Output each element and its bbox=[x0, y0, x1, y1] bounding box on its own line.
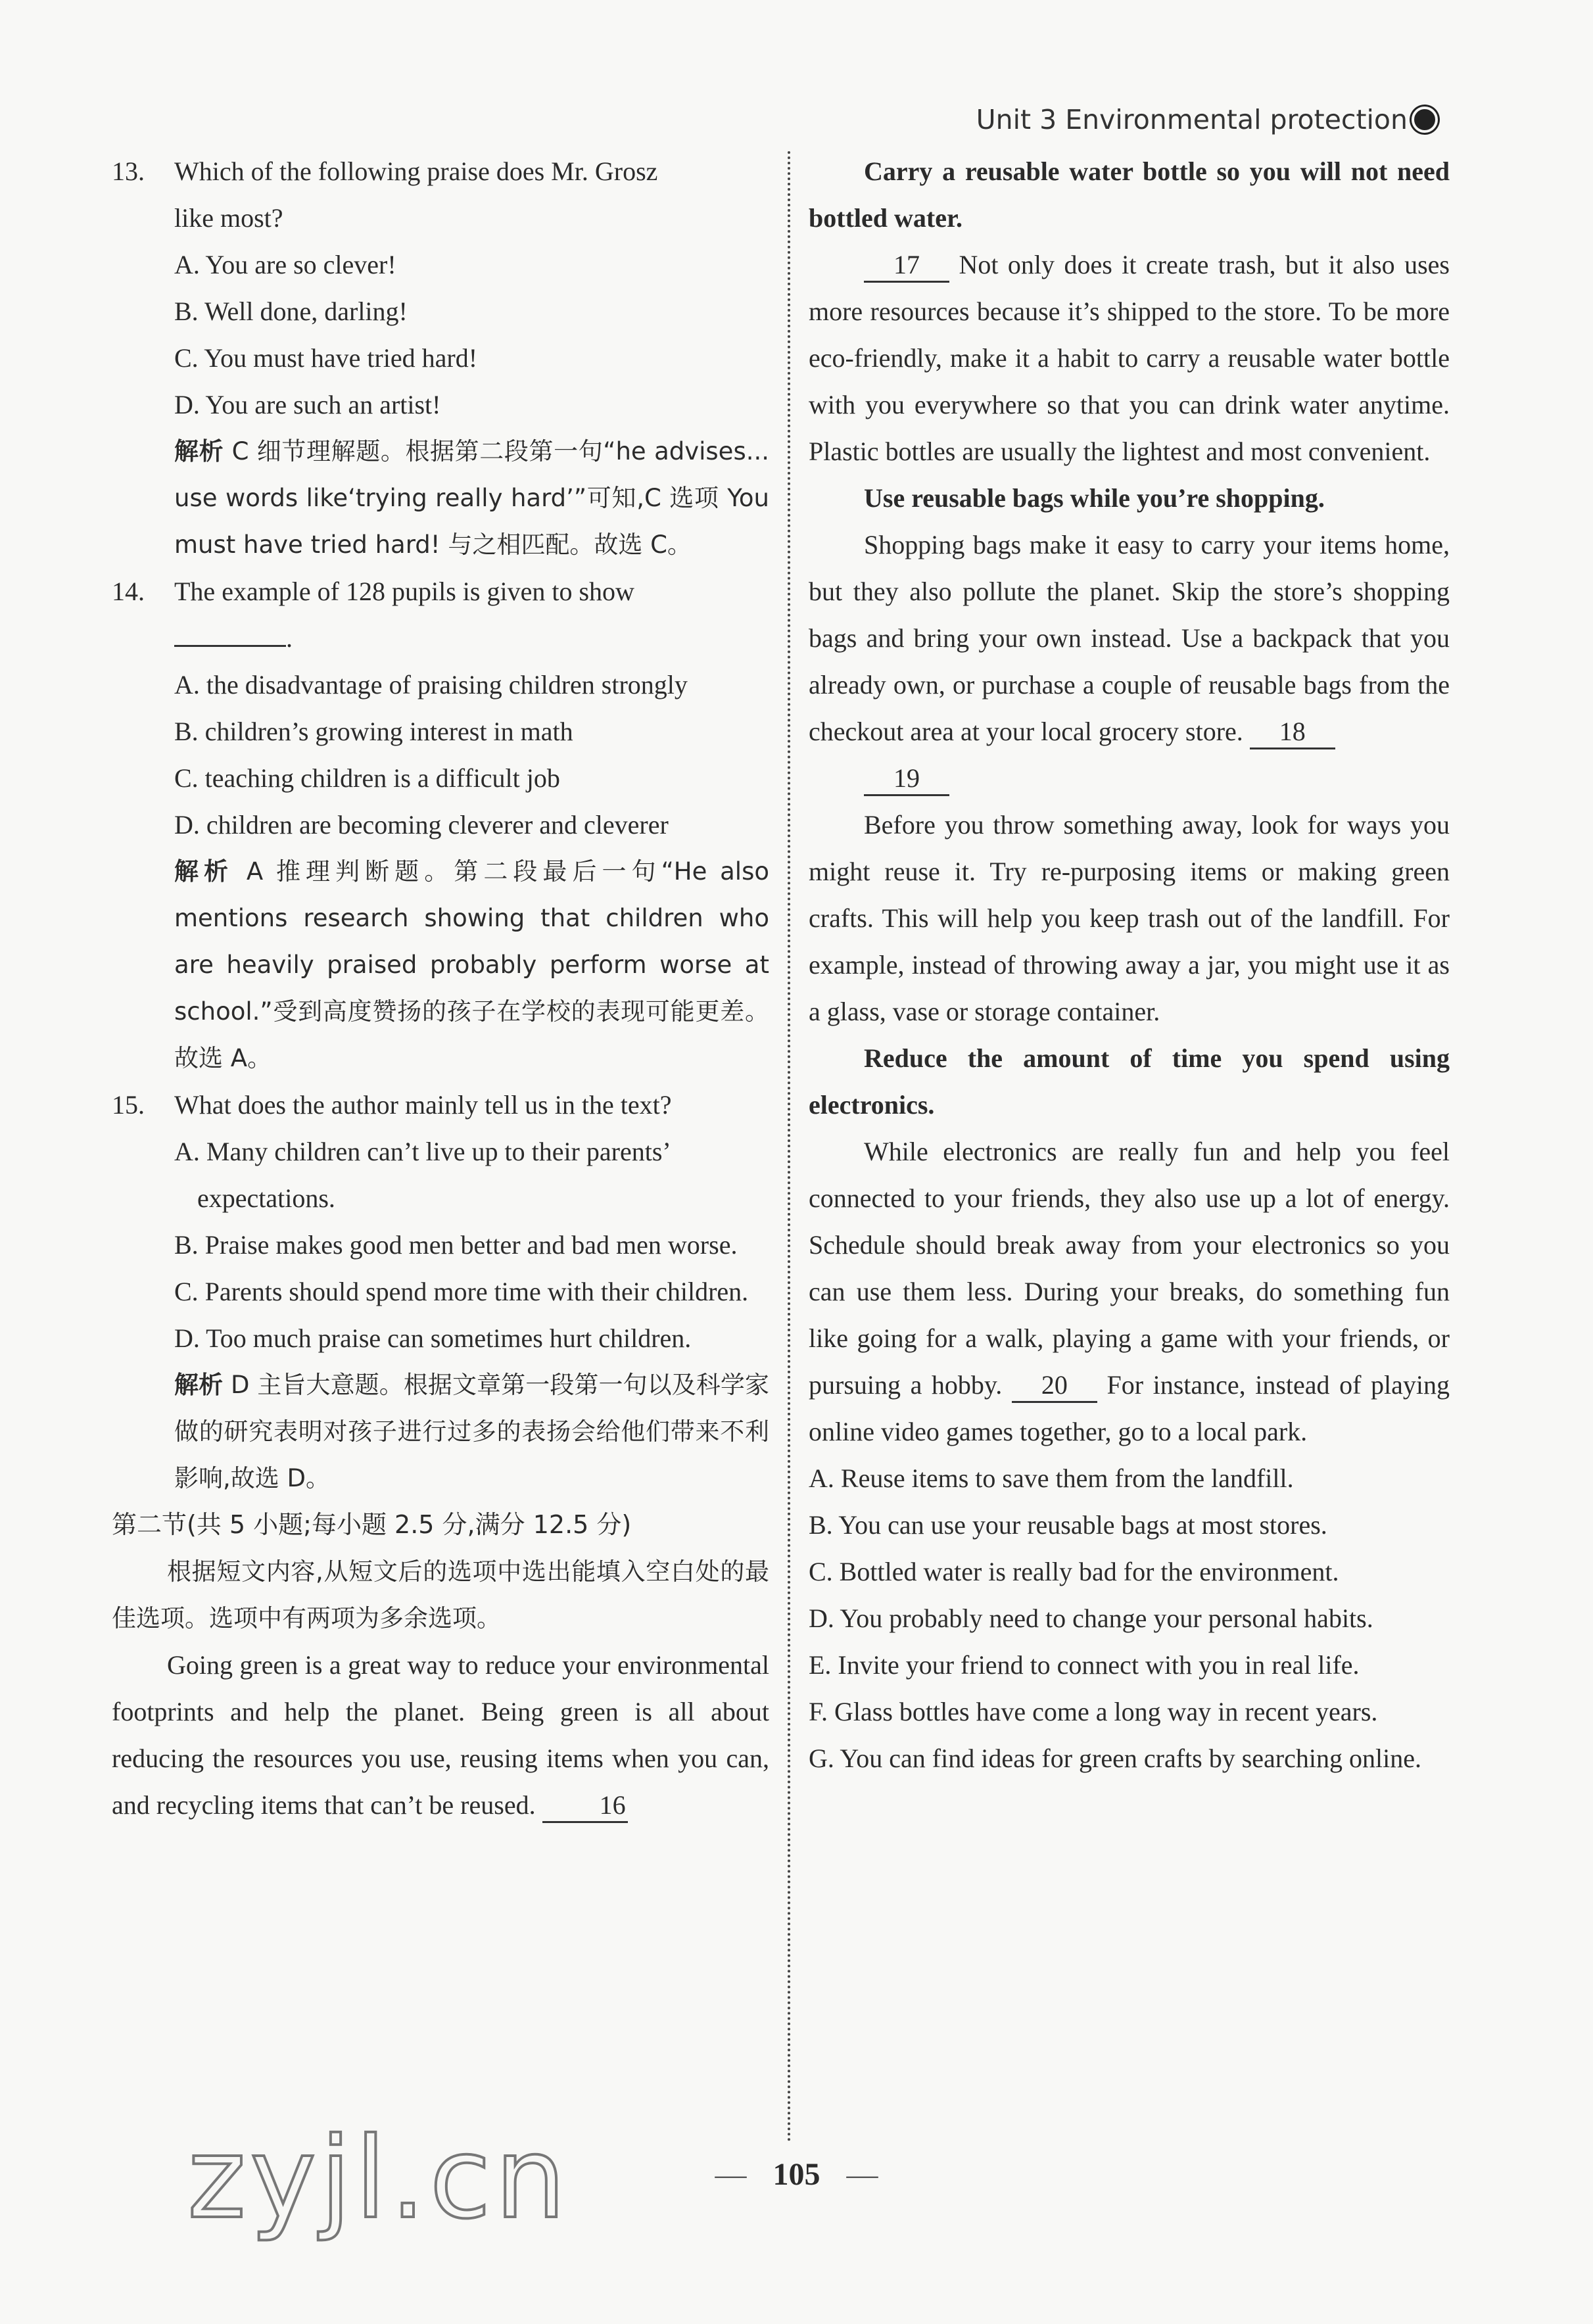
choice-f: F. Glass bottles have come a long way in recent years. bbox=[809, 1697, 1378, 1726]
question-number: 14. bbox=[112, 577, 145, 606]
paragraph-text: Shopping bags make it easy to carry your items home, but they also pollute the planet. Skip the store’s shopping bags and bring your own instead. Use a backpack that you already own, or purchase a couple of reusable bags from the checkout area at your local grocery store. bbox=[809, 530, 1450, 746]
choice-a: A. Reuse items to save them from the landfill. bbox=[809, 1463, 1294, 1493]
paragraph-1 bbox=[809, 241, 1450, 475]
passage-text: Going green is a great way to reduce your environmental footprints and help the planet. Being green is all about reducing the resources you use, reusing items when you can, and recycling items that can’t be reused. bbox=[112, 1650, 769, 1820]
question-number: 13. bbox=[112, 156, 145, 186]
question-number: 15. bbox=[112, 1090, 145, 1120]
choice-g: G. You can find ideas for green crafts by searching online. bbox=[809, 1743, 1421, 1773]
option-b: B. Praise makes good men better and bad men worse. bbox=[174, 1230, 738, 1260]
footer-dash-left: — bbox=[715, 2157, 747, 2192]
option-c: C. Parents should spend more time with their children. bbox=[174, 1277, 749, 1306]
option-a: A. the disadvantage of praising children strongly bbox=[174, 670, 688, 700]
tip-heading-2: Use reusable bags while you’re shopping. bbox=[864, 483, 1325, 513]
question-stem: Which of the following praise does Mr. Grosz bbox=[174, 156, 658, 186]
paragraph-3: Before you throw something away, look for ways you might reuse it. Try re-purposing items or making green crafts. This will help you keep trash out of the landfill. For example, instead of throwing away a jar, you might use it as a glass, vase or storage container. bbox=[809, 810, 1450, 1026]
option-d: D. You are such an artist! bbox=[174, 390, 441, 419]
option-c: C. teaching children is a difficult job bbox=[174, 763, 560, 793]
blank-20: 20 bbox=[1012, 1369, 1097, 1403]
paragraph-text: While electronics are really fun and help you feel connected to your friends, they also use up a lot of energy. Schedule should break away from your electronics so you can use them less. During your breaks, do something fun like going for a walk, playing a game with your friends, or pursuing a hobby. bbox=[809, 1137, 1450, 1400]
question-13 bbox=[112, 148, 769, 195]
choice-e: E. Invite your friend to connect with you in real life. bbox=[809, 1650, 1360, 1680]
analysis-label: 解析 bbox=[174, 437, 224, 465]
analysis-14 bbox=[112, 848, 769, 1081]
question-stem: The example of 128 pupils is given to show bbox=[174, 577, 634, 606]
option-c: C. You must have tried hard! bbox=[174, 343, 478, 373]
left-column bbox=[112, 148, 769, 1828]
passage-intro bbox=[112, 1642, 769, 1828]
analysis-13 bbox=[112, 428, 769, 568]
blank-19-line bbox=[809, 755, 1450, 801]
analysis-text: D 主旨大意题。根据文章第一段第一句以及科学家做的研究表明对孩子进行过多的表扬会给他们带来不利影响,故选 D。 bbox=[174, 1371, 770, 1492]
footer-dash-right: — bbox=[846, 2157, 878, 2192]
option-d: D. Too much praise can sometimes hurt children. bbox=[174, 1323, 692, 1353]
unit-title: Unit 3 Environmental protection bbox=[976, 104, 1408, 135]
analysis-15 bbox=[112, 1362, 769, 1502]
blank-17: 17 bbox=[864, 249, 949, 283]
paragraph-2 bbox=[809, 521, 1450, 755]
page-footer bbox=[0, 2156, 1593, 2193]
blank-19: 19 bbox=[864, 763, 949, 796]
choice-b: B. You can use your reusable bags at most stores. bbox=[809, 1510, 1327, 1540]
blank-16: 16 bbox=[542, 1790, 628, 1823]
option-b: B. Well done, darling! bbox=[174, 296, 408, 326]
question-14 bbox=[112, 568, 769, 615]
choice-c: C. Bottled water is really bad for the environment. bbox=[809, 1557, 1339, 1586]
question-stem-cont: like most? bbox=[174, 203, 283, 233]
analysis-label: 解析 bbox=[174, 1371, 224, 1399]
option-b: B. children’s growing interest in math bbox=[174, 717, 573, 746]
right-column bbox=[809, 148, 1450, 1782]
blank-line bbox=[174, 645, 286, 647]
bullet-icon bbox=[1412, 107, 1438, 133]
question-15 bbox=[112, 1081, 769, 1128]
watermark-logo: zyjl.cn bbox=[187, 2114, 570, 2244]
paragraph-text-cont: For instance, instead of playing online video games together, go to a local park. bbox=[809, 1370, 1450, 1446]
blank-18: 18 bbox=[1250, 716, 1335, 749]
option-a: A. Many children can’t live up to their parents’ expectations. bbox=[174, 1137, 669, 1213]
answer-blank: . bbox=[112, 615, 769, 661]
question-stem: What does the author mainly tell us in the text? bbox=[174, 1090, 672, 1120]
option-a: A. You are so clever! bbox=[174, 250, 396, 279]
page-number: 105 bbox=[773, 2157, 820, 2192]
page-header bbox=[976, 104, 1438, 135]
section-instruction: 根据短文内容,从短文后的选项中选出能填入空白处的最佳选项。选项中有两项为多余选项。 bbox=[112, 1557, 769, 1632]
analysis-text: C 细节理解题。根据第二段第一句“he advises... use words like‘trying really hard’”可知,C 选项 You must have tried hard! 与之相匹配。故选 C。 bbox=[174, 437, 770, 559]
paragraph-text: Not only does it create trash, but it also uses more resources because it’s shipped to the store. To be more eco-friendly, make it a habit to carry a reusable water bottle with you everywhere so that you can drink water anytime. Plastic bottles are usually the lightest and most convenient. bbox=[809, 250, 1450, 466]
tip-heading-1: Carry a reusable water bottle so you will not need bottled water. bbox=[809, 156, 1450, 233]
column-divider bbox=[788, 151, 790, 2143]
tip-heading-3: Reduce the amount of time you spend using electronics. bbox=[809, 1043, 1450, 1120]
analysis-text: A 推理判断题。第二段最后一句“He also mentions research showing that children who are heavily praised probably perform worse at school.”受到高度赞扬的孩子在学校的表现可能更差。故选 A。 bbox=[174, 857, 770, 1072]
choice-d: D. You probably need to change your personal habits. bbox=[809, 1603, 1373, 1633]
analysis-label: 解析 bbox=[174, 857, 234, 886]
paragraph-4 bbox=[809, 1128, 1450, 1455]
section-heading: 第二节(共 5 小题;每小题 2.5 分,满分 12.5 分) bbox=[112, 1510, 632, 1539]
option-d: D. children are becoming cleverer and cleverer bbox=[174, 810, 669, 840]
